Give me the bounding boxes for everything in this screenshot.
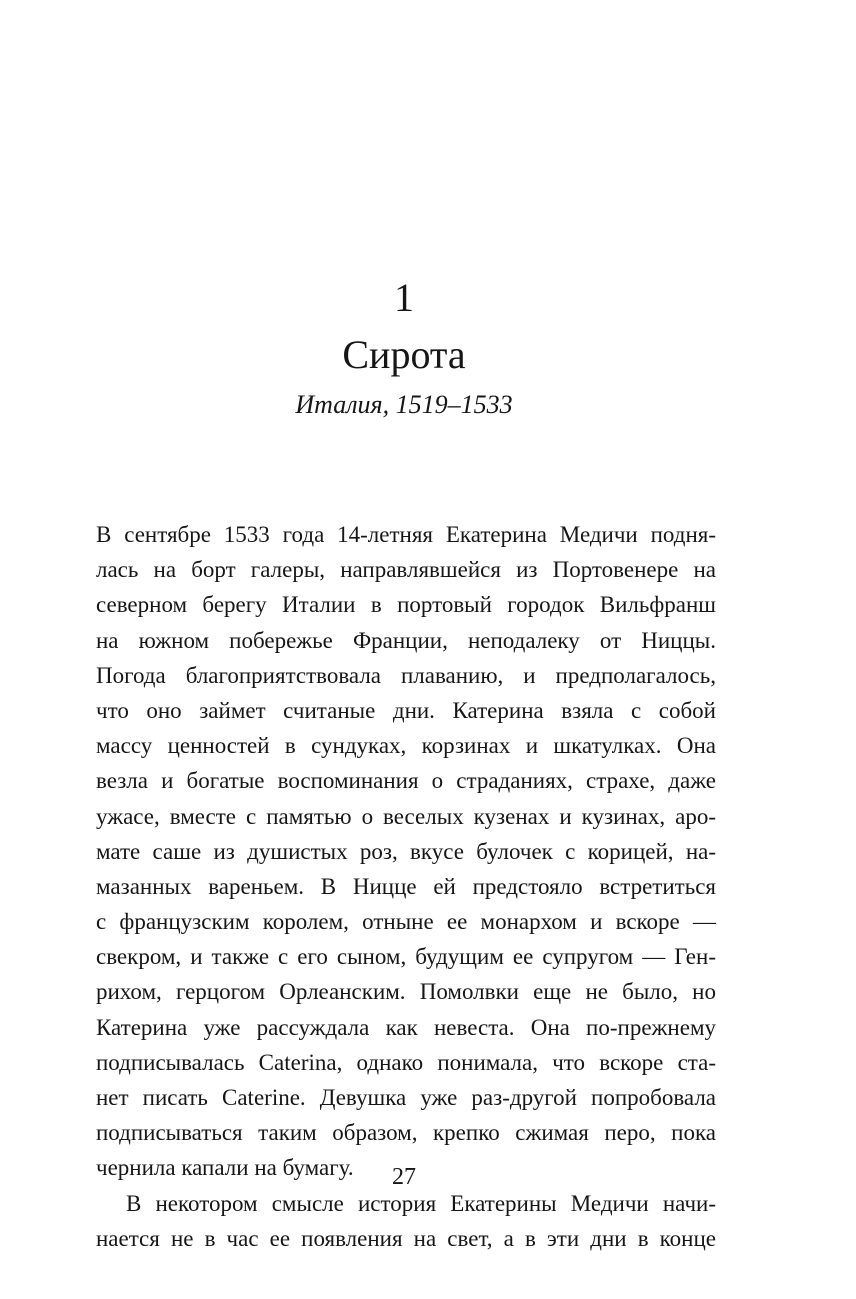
text-line: с французским королем, отныне ее монархом и вскоре — — [96, 909, 716, 935]
text-line: везла и богатые воспоминания о страданиях, страхе, даже — [96, 768, 716, 794]
text-line: нается не в час ее появления на свет, а в эти дни в конце — [96, 1225, 716, 1251]
text-line: массу ценностей в сундуках, корзинах и шкатулках. Она — [96, 733, 716, 759]
text-line: мазанных вареньем. В Ницце ей предстояло встретиться — [96, 873, 716, 899]
text-line: подписывалась Caterina, однако понимала, что вскоре ста- — [96, 1049, 716, 1075]
text-line: нет писать Caterine. Девушка уже раз-другой попробовала — [96, 1085, 716, 1110]
chapter-number: 1 — [394, 275, 414, 320]
chapter-title: Сирота — [342, 332, 466, 377]
text-line: Катерина уже рассуждала как невеста. Она по-прежнему — [96, 1014, 716, 1040]
text-line: чернила капали на бумагу. — [96, 1155, 354, 1181]
text-line: подписываться таким образом, крепко сжимая перо, пока — [96, 1120, 716, 1146]
chapter-subtitle: Италия, 1519–1533 — [295, 390, 513, 419]
text-line: лась на борт галеры, направлявшейся из Портовенере на — [96, 557, 716, 583]
text-line: В некотором смысле история Екатерины Медичи начи- — [126, 1190, 716, 1216]
page-number: 27 — [392, 1164, 416, 1190]
text-line: В сентябре 1533 года 14-летняя Екатерина Медичи подня- — [96, 522, 716, 547]
text-line: мате саше из душистых роз, вкусе булочек с корицей, на- — [96, 838, 716, 864]
text-line: ужасе, вместе с памятью о веселых кузенах и кузинах, аро- — [96, 803, 716, 829]
text-line: что оно займет считаные дни. Катерина взяла с собой — [96, 697, 716, 723]
text-line: рихом, герцогом Орлеанским. Помолвки еще не было, но — [96, 979, 716, 1005]
text-line: на южном побережье Франции, неподалеку от Ниццы. — [96, 627, 716, 653]
text-line: северном берегу Италии в портовый городок Вильфранш — [96, 592, 716, 618]
text-line: свекром, и также с его сыном, будущим ее супругом — Ген- — [96, 944, 716, 970]
text-line: Погода благоприятствовала плаванию, и предполагалось, — [96, 662, 716, 688]
body-text — [96, 517, 716, 1256]
